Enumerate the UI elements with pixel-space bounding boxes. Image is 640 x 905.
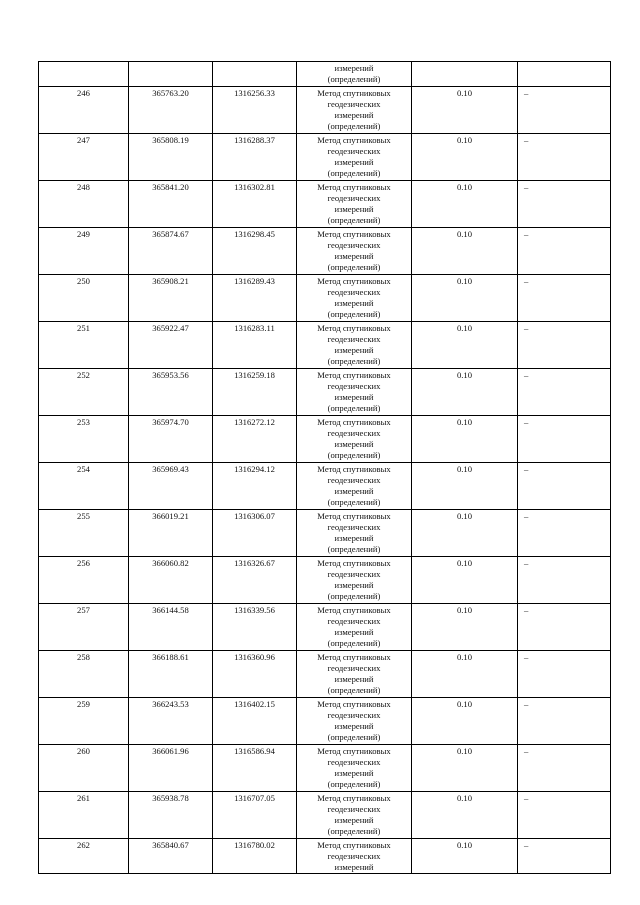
point-number-text: 246 <box>77 87 90 98</box>
table-row <box>39 462 611 509</box>
method-cell <box>297 415 412 462</box>
method-cell <box>297 180 412 227</box>
point-number-cell <box>39 133 129 180</box>
point-number-cell <box>39 509 129 556</box>
point-number-cell <box>39 697 129 744</box>
note-cell <box>518 603 611 650</box>
method-cell <box>297 462 412 509</box>
x-coordinate-text: 365763.20 <box>152 87 189 98</box>
y-coordinate-cell <box>213 274 297 321</box>
method-cell <box>297 791 412 838</box>
point-number-cell <box>39 556 129 603</box>
note-text: – <box>524 745 529 756</box>
x-coordinate-cell <box>129 791 213 838</box>
note-cell <box>518 368 611 415</box>
note-text: – <box>524 134 529 145</box>
note-cell <box>518 227 611 274</box>
note-text: – <box>524 651 529 662</box>
note-text: – <box>524 369 529 380</box>
point-number-text: 261 <box>77 792 90 803</box>
note-text: – <box>524 228 529 239</box>
table-row <box>39 368 611 415</box>
point-number-cell <box>39 838 129 874</box>
method-text: Метод спутниковых геодезических измерений (определений) <box>317 698 391 743</box>
method-text: Метод спутниковых геодезических измерений (определений) <box>317 228 391 273</box>
accuracy-text: 0.10 <box>456 181 473 192</box>
method-text: Метод спутниковых геодезических измерений (определений) <box>317 557 391 602</box>
table-row <box>39 86 611 133</box>
accuracy-text: 0.10 <box>456 322 473 333</box>
accuracy-text: 0.10 <box>456 651 473 662</box>
x-coordinate-text: 366188.61 <box>152 651 189 662</box>
x-coordinate-cell <box>129 697 213 744</box>
note-text: – <box>524 792 529 803</box>
table-row <box>39 227 611 274</box>
note-cell <box>518 556 611 603</box>
y-coordinate-cell <box>213 791 297 838</box>
x-coordinate-text: 366061.96 <box>152 745 189 756</box>
note-cell <box>518 697 611 744</box>
method-text: Метод спутниковых геодезических измерений (определений) <box>317 87 391 132</box>
y-coordinate-text: 1316298.45 <box>234 228 275 239</box>
point-number-cell <box>39 462 129 509</box>
method-text: Метод спутниковых геодезических измерений (определений) <box>317 604 391 649</box>
x-coordinate-cell <box>129 415 213 462</box>
method-text: Метод спутниковых геодезических измерений (определений) <box>317 134 391 179</box>
x-coordinate-text: 365922.47 <box>152 322 189 333</box>
note-cell <box>518 321 611 368</box>
y-coordinate-cell <box>213 603 297 650</box>
accuracy-cell <box>412 415 518 462</box>
method-cell <box>297 368 412 415</box>
method-text: Метод спутниковых геодезических измерений (определений) <box>317 416 391 461</box>
y-coordinate-cell <box>213 62 297 87</box>
y-coordinate-cell <box>213 650 297 697</box>
x-coordinate-cell <box>129 509 213 556</box>
method-text: Метод спутниковых геодезических измерений (определений) <box>317 745 391 790</box>
method-text: Метод спутниковых геодезических измерений (определений) <box>317 651 391 696</box>
point-number-text: 262 <box>77 839 90 850</box>
x-coordinate-text: 365938.78 <box>152 792 189 803</box>
accuracy-cell <box>412 791 518 838</box>
note-text: – <box>524 87 529 98</box>
y-coordinate-text: 1316259.18 <box>234 369 275 380</box>
note-cell <box>518 791 611 838</box>
x-coordinate-cell <box>129 462 213 509</box>
note-cell <box>518 62 611 87</box>
x-coordinate-cell <box>129 62 213 87</box>
accuracy-cell <box>412 462 518 509</box>
x-coordinate-cell <box>129 227 213 274</box>
method-cell <box>297 838 412 874</box>
accuracy-cell <box>412 62 518 87</box>
method-cell <box>297 86 412 133</box>
note-cell <box>518 744 611 791</box>
note-text: – <box>524 275 529 286</box>
table-row <box>39 133 611 180</box>
x-coordinate-cell <box>129 603 213 650</box>
x-coordinate-text: 365874.67 <box>152 228 189 239</box>
y-coordinate-cell <box>213 133 297 180</box>
point-number-text: 254 <box>77 463 90 474</box>
table-row <box>39 509 611 556</box>
y-coordinate-text: 1316272.12 <box>234 416 275 427</box>
note-cell <box>518 462 611 509</box>
method-cell <box>297 509 412 556</box>
x-coordinate-text: 365974.70 <box>152 416 189 427</box>
point-number-text: 251 <box>77 322 90 333</box>
y-coordinate-cell <box>213 321 297 368</box>
y-coordinate-cell <box>213 697 297 744</box>
x-coordinate-cell <box>129 133 213 180</box>
y-coordinate-cell <box>213 509 297 556</box>
x-coordinate-text: 365841.20 <box>152 181 189 192</box>
table-row <box>39 603 611 650</box>
method-cell <box>297 697 412 744</box>
note-cell <box>518 133 611 180</box>
y-coordinate-text: 1316360.96 <box>234 651 275 662</box>
method-text: Метод спутниковых геодезических измерений (определений) <box>317 510 391 555</box>
note-text: – <box>524 557 529 568</box>
x-coordinate-text: 365908.21 <box>152 275 189 286</box>
point-number-text: 256 <box>77 557 90 568</box>
point-number-cell <box>39 227 129 274</box>
y-coordinate-cell <box>213 227 297 274</box>
x-coordinate-text: 366243.53 <box>152 698 189 709</box>
point-number-text: 249 <box>77 228 90 239</box>
note-text: – <box>524 698 529 709</box>
accuracy-text: 0.10 <box>456 228 473 239</box>
method-text: Метод спутниковых геодезических измерений (определений) <box>317 792 391 837</box>
accuracy-cell <box>412 650 518 697</box>
table-row <box>39 274 611 321</box>
point-number-text: 259 <box>77 698 90 709</box>
y-coordinate-text: 1316402.15 <box>234 698 275 709</box>
note-text: – <box>524 463 529 474</box>
point-number-cell <box>39 368 129 415</box>
method-text: Метод спутниковых геодезических измерений (определений) <box>317 322 391 367</box>
table-row <box>39 556 611 603</box>
note-text: – <box>524 416 529 427</box>
y-coordinate-cell <box>213 838 297 874</box>
x-coordinate-cell <box>129 321 213 368</box>
point-number-cell <box>39 180 129 227</box>
y-coordinate-cell <box>213 556 297 603</box>
accuracy-text: 0.10 <box>456 604 473 615</box>
point-number-cell <box>39 415 129 462</box>
method-cell <box>297 556 412 603</box>
point-number-cell <box>39 603 129 650</box>
x-coordinate-cell <box>129 368 213 415</box>
y-coordinate-text: 1316326.67 <box>234 557 275 568</box>
accuracy-cell <box>412 180 518 227</box>
table-row <box>39 180 611 227</box>
accuracy-text: 0.10 <box>456 275 473 286</box>
note-cell <box>518 509 611 556</box>
method-cell <box>297 744 412 791</box>
table-row <box>39 415 611 462</box>
accuracy-text: 0.10 <box>456 87 473 98</box>
accuracy-text: 0.10 <box>456 698 473 709</box>
accuracy-cell <box>412 321 518 368</box>
y-coordinate-text: 1316302.81 <box>234 181 275 192</box>
y-coordinate-cell <box>213 462 297 509</box>
point-number-text: 250 <box>77 275 90 286</box>
coordinates-table <box>38 61 611 874</box>
point-number-cell <box>39 62 129 87</box>
method-cell <box>297 274 412 321</box>
point-number-text: 255 <box>77 510 90 521</box>
accuracy-cell <box>412 368 518 415</box>
x-coordinate-text: 365969.43 <box>152 463 189 474</box>
accuracy-text: 0.10 <box>456 134 473 145</box>
accuracy-cell <box>412 86 518 133</box>
table-row-continued <box>39 62 611 87</box>
note-text: – <box>524 839 529 850</box>
y-coordinate-cell <box>213 368 297 415</box>
accuracy-cell <box>412 603 518 650</box>
accuracy-text: 0.10 <box>456 463 473 474</box>
accuracy-cell <box>412 227 518 274</box>
method-text: Метод спутниковых геодезических измерений <box>317 839 391 872</box>
table-row <box>39 697 611 744</box>
note-text: – <box>524 604 529 615</box>
accuracy-text: 0.10 <box>456 557 473 568</box>
method-cell <box>297 650 412 697</box>
point-number-cell <box>39 744 129 791</box>
method-text: Метод спутниковых геодезических измерений (определений) <box>317 181 391 226</box>
point-number-text: 252 <box>77 369 90 380</box>
y-coordinate-text: 1316780.02 <box>234 839 275 850</box>
x-coordinate-cell <box>129 556 213 603</box>
note-cell <box>518 274 611 321</box>
y-coordinate-text: 1316256.33 <box>234 87 275 98</box>
method-cell <box>297 62 412 87</box>
accuracy-text: 0.10 <box>456 369 473 380</box>
y-coordinate-cell <box>213 415 297 462</box>
method-text: Метод спутниковых геодезических измерений (определений) <box>317 369 391 414</box>
note-text: – <box>524 181 529 192</box>
y-coordinate-text: 1316294.12 <box>234 463 275 474</box>
method-cell <box>297 321 412 368</box>
x-coordinate-cell <box>129 744 213 791</box>
note-cell <box>518 650 611 697</box>
accuracy-cell <box>412 274 518 321</box>
y-coordinate-text: 1316586.94 <box>234 745 275 756</box>
method-cell <box>297 603 412 650</box>
accuracy-text: 0.10 <box>456 839 473 850</box>
accuracy-text: 0.10 <box>456 416 473 427</box>
accuracy-text: 0.10 <box>456 792 473 803</box>
point-number-cell <box>39 321 129 368</box>
y-coordinate-text: 1316283.11 <box>234 322 275 333</box>
x-coordinate-cell <box>129 838 213 874</box>
table-row <box>39 650 611 697</box>
point-number-text: 253 <box>77 416 90 427</box>
table-body <box>39 62 611 874</box>
accuracy-cell <box>412 697 518 744</box>
method-text: Метод спутниковых геодезических измерений (определений) <box>317 463 391 508</box>
table-row <box>39 791 611 838</box>
point-number-text: 248 <box>77 181 90 192</box>
method-cell <box>297 227 412 274</box>
y-coordinate-text: 1316707.05 <box>234 792 275 803</box>
x-coordinate-cell <box>129 650 213 697</box>
x-coordinate-text: 365808.19 <box>152 134 189 145</box>
y-coordinate-cell <box>213 180 297 227</box>
x-coordinate-text: 366060.82 <box>152 557 189 568</box>
y-coordinate-text: 1316289.43 <box>234 275 275 286</box>
note-cell <box>518 86 611 133</box>
table-row <box>39 838 611 874</box>
method-text: измерений (определений) <box>327 63 381 85</box>
point-number-text: 258 <box>77 651 90 662</box>
accuracy-cell <box>412 133 518 180</box>
table-row <box>39 744 611 791</box>
accuracy-text: 0.10 <box>456 510 473 521</box>
accuracy-text: 0.10 <box>456 745 473 756</box>
x-coordinate-cell <box>129 180 213 227</box>
point-number-text: 260 <box>77 745 90 756</box>
note-text: – <box>524 510 529 521</box>
table-row <box>39 321 611 368</box>
y-coordinate-text: 1316288.37 <box>234 134 275 145</box>
point-number-cell <box>39 791 129 838</box>
x-coordinate-text: 366144.58 <box>152 604 189 615</box>
x-coordinate-text: 365840.67 <box>152 839 189 850</box>
point-number-cell <box>39 650 129 697</box>
accuracy-cell <box>412 838 518 874</box>
point-number-text: 247 <box>77 134 90 145</box>
accuracy-cell <box>412 744 518 791</box>
note-cell <box>518 838 611 874</box>
method-cell <box>297 133 412 180</box>
point-number-text: 257 <box>77 604 90 615</box>
x-coordinate-text: 366019.21 <box>152 510 189 521</box>
y-coordinate-text: 1316306.07 <box>234 510 275 521</box>
x-coordinate-cell <box>129 86 213 133</box>
method-text: Метод спутниковых геодезических измерений (определений) <box>317 275 391 320</box>
y-coordinate-cell <box>213 86 297 133</box>
accuracy-cell <box>412 509 518 556</box>
point-number-cell <box>39 86 129 133</box>
y-coordinate-cell <box>213 744 297 791</box>
note-cell <box>518 415 611 462</box>
y-coordinate-text: 1316339.56 <box>234 604 275 615</box>
note-text: – <box>524 322 529 333</box>
x-coordinate-text: 365953.56 <box>152 369 189 380</box>
accuracy-cell <box>412 556 518 603</box>
point-number-cell <box>39 274 129 321</box>
note-cell <box>518 180 611 227</box>
x-coordinate-cell <box>129 274 213 321</box>
